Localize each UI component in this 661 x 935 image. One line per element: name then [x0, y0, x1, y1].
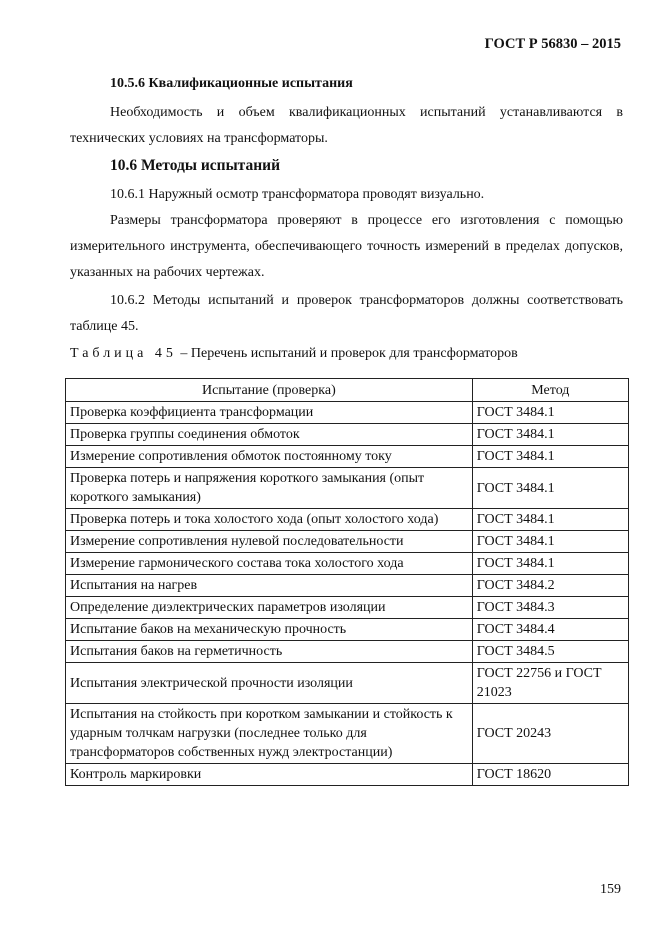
table-row	[66, 424, 629, 446]
table-row	[66, 597, 629, 619]
table-row	[66, 575, 629, 597]
test-cell: Определение диэлектрических параметров изоляции	[66, 597, 473, 619]
method-cell: ГОСТ 3484.1	[472, 446, 628, 468]
table-caption-label: Таблица 45	[70, 346, 177, 361]
test-cell: Проверка группы соединения обмоток	[66, 424, 473, 446]
page-number: 159	[600, 882, 621, 897]
test-cell: Проверка коэффициента трансформации	[66, 402, 473, 424]
test-cell: Испытания баков на герметичность	[66, 641, 473, 663]
test-cell: Измерение сопротивления обмоток постоянному току	[66, 446, 473, 468]
table-caption	[70, 346, 518, 362]
tests-table	[65, 378, 629, 786]
method-cell: ГОСТ 20243	[472, 704, 628, 764]
paragraph-dimensions: Размеры трансформатора проверяют в процессе его изготовления с помощью измерительного инструмента, обеспечивающего точность измерений в пределах допусков, указанных на рабочих чертежах.	[70, 213, 623, 280]
test-cell: Измерение сопротивления нулевой последовательности	[66, 531, 473, 553]
table-row	[66, 446, 629, 468]
table-caption-text: – Перечень испытаний и проверок для трансформаторов	[176, 346, 518, 361]
column-header-method: Метод	[472, 379, 628, 402]
heading-10-5-6: 10.5.6 Квалификационные испытания	[110, 76, 353, 91]
table-row	[66, 509, 629, 531]
document-header: ГОСТ Р 56830 – 2015	[484, 36, 621, 52]
method-cell: ГОСТ 3484.1	[472, 531, 628, 553]
method-cell: ГОСТ 22756 и ГОСТ 21023	[472, 663, 628, 704]
method-cell: ГОСТ 3484.1	[472, 509, 628, 531]
paragraph-10-6-2: 10.6.2 Методы испытаний и проверок трансформаторов должны соответствовать таблице 45.	[70, 293, 623, 334]
method-cell: ГОСТ 18620	[472, 764, 628, 786]
heading-10-6: 10.6 Методы испытаний	[110, 157, 281, 174]
method-cell: ГОСТ 3484.5	[472, 641, 628, 663]
test-cell: Испытания на нагрев	[66, 575, 473, 597]
method-cell: ГОСТ 3484.1	[472, 468, 628, 509]
paragraph-qualification: Необходимость и объем квалификационных испытаний устанавливаются в технических условиях на трансформаторы.	[70, 105, 623, 146]
table-row	[66, 619, 629, 641]
test-cell: Испытание баков на механическую прочность	[66, 619, 473, 641]
table-row	[66, 402, 629, 424]
method-cell: ГОСТ 3484.3	[472, 597, 628, 619]
test-cell: Проверка потерь и тока холостого хода (опыт холостого хода)	[66, 509, 473, 531]
table-header-row	[66, 379, 629, 402]
method-cell: ГОСТ 3484.2	[472, 575, 628, 597]
method-cell: ГОСТ 3484.4	[472, 619, 628, 641]
test-cell: Контроль маркировки	[66, 764, 473, 786]
table-row	[66, 531, 629, 553]
paragraph-10-6-1: 10.6.1 Наружный осмотр трансформатора проводят визуально.	[110, 187, 485, 202]
test-cell: Проверка потерь и напряжения короткого замыкания (опыт короткого замыкания)	[66, 468, 473, 509]
table-row	[66, 764, 629, 786]
table-row	[66, 468, 629, 509]
method-cell: ГОСТ 3484.1	[472, 553, 628, 575]
method-cell: ГОСТ 3484.1	[472, 402, 628, 424]
test-cell: Испытания на стойкость при коротком замыкании и стойкость к ударным толчкам нагрузки (последнее только для трансформаторов собственных нужд электростанции)	[66, 704, 473, 764]
table-row	[66, 704, 629, 764]
column-header-test: Испытание (проверка)	[66, 379, 473, 402]
table-row	[66, 641, 629, 663]
method-cell: ГОСТ 3484.1	[472, 424, 628, 446]
table-row	[66, 553, 629, 575]
test-cell: Испытания электрической прочности изоляции	[66, 663, 473, 704]
test-cell: Измерение гармонического состава тока холостого хода	[66, 553, 473, 575]
table-row	[66, 663, 629, 704]
